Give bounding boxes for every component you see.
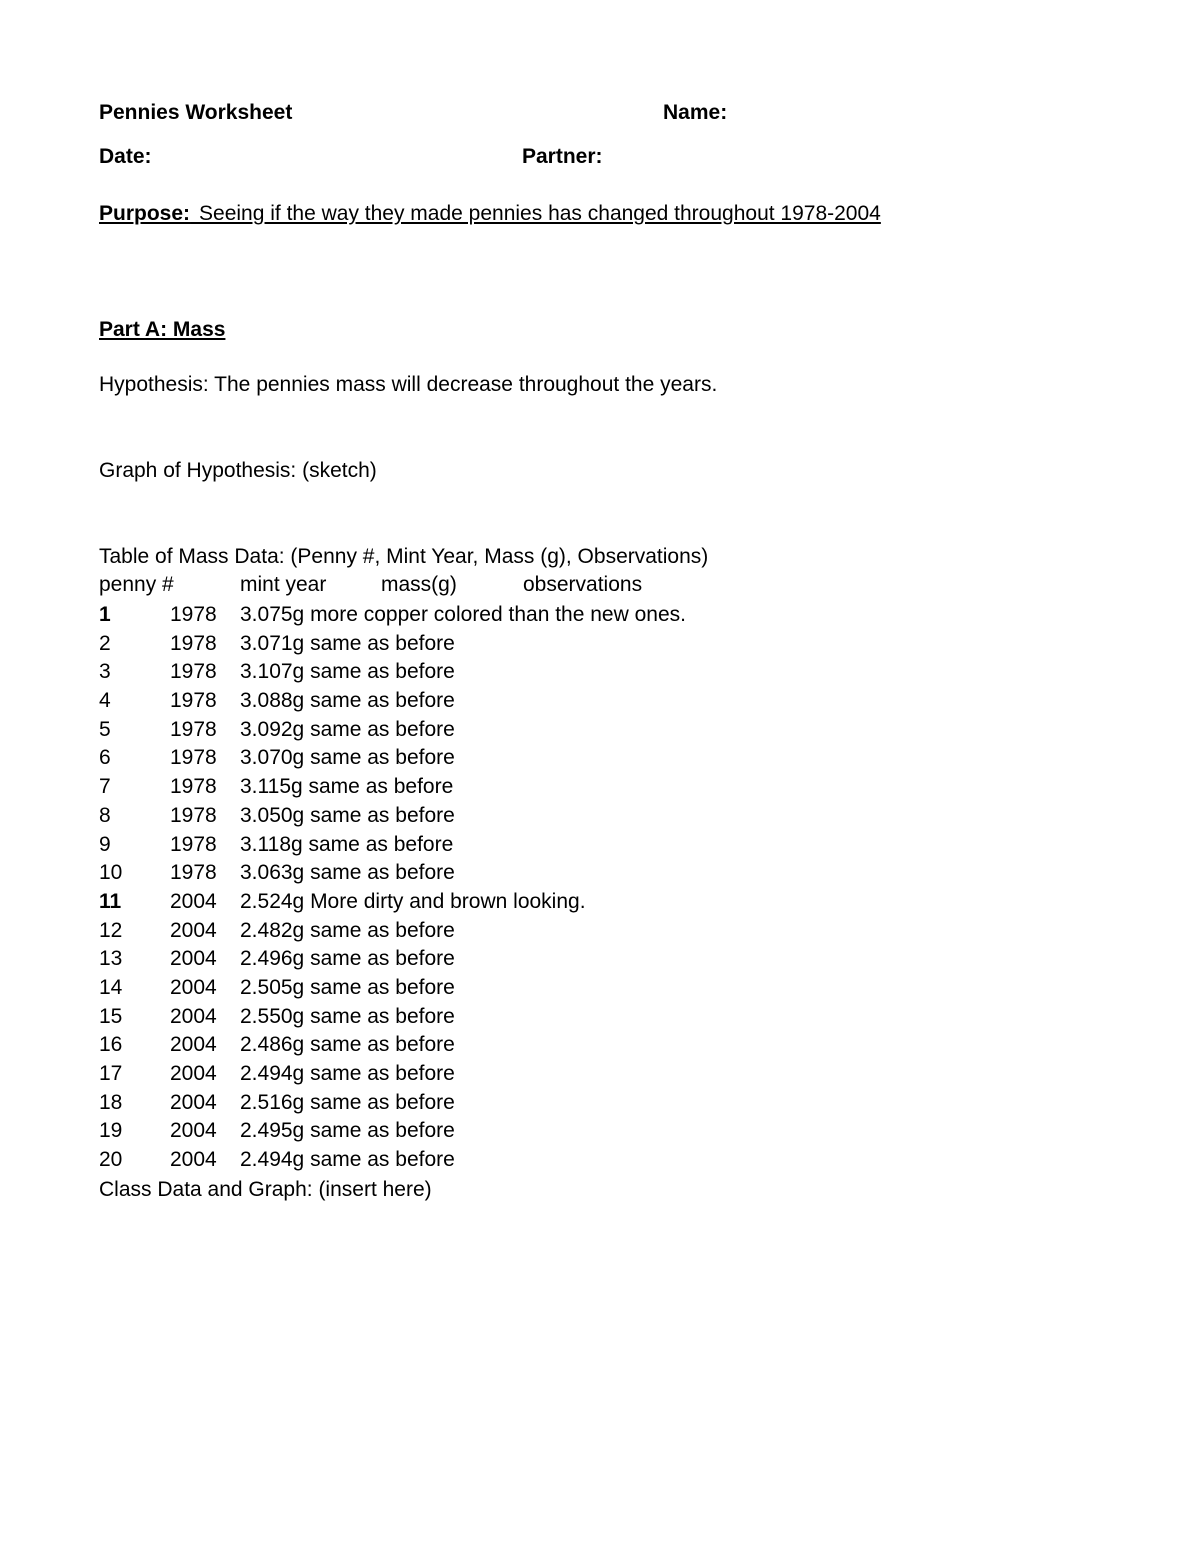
class-data-prompt: Class Data and Graph: (insert here)	[99, 1178, 432, 1201]
table-row	[99, 803, 899, 832]
mint-year: 2004	[170, 1062, 217, 1085]
mint-year: 2004	[170, 1119, 217, 1143]
penny-number: 2	[99, 631, 111, 655]
mint-year: 2004	[170, 889, 217, 913]
mass-observation: 3.071g same as before	[240, 631, 455, 655]
mass-observation: 3.107g same as before	[240, 660, 455, 684]
mass-observation: 3.092g same as before	[240, 717, 455, 741]
mass-observation: 3.118g same as before	[240, 832, 454, 856]
penny-number: 9	[99, 832, 111, 856]
table-row	[99, 602, 899, 631]
penny-number: 17	[99, 1062, 123, 1085]
table-row	[99, 889, 899, 918]
table-row	[99, 1090, 899, 1119]
table-row	[99, 946, 899, 975]
mint-year: 2004	[170, 947, 217, 971]
part-a-heading: Part A: Mass	[99, 318, 226, 341]
penny-number: 6	[99, 746, 111, 770]
mass-table-title: Table of Mass Data: (Penny #, Mint Year, Mass (g), Observations)	[99, 545, 709, 568]
table-row	[99, 1147, 899, 1176]
table-row	[99, 688, 899, 717]
column-mass: mass(g)	[381, 573, 457, 596]
graph-of-hypothesis-prompt: Graph of Hypothesis: (sketch)	[99, 459, 377, 482]
mass-observation: 2.505g same as before	[240, 975, 455, 999]
date-label: Date:	[99, 145, 152, 168]
purpose-label: Purpose:	[99, 202, 191, 225]
purpose-line	[99, 201, 881, 227]
worksheet-title: Pennies Worksheet	[99, 101, 293, 124]
mint-year: 2004	[170, 1004, 217, 1028]
table-row	[99, 975, 899, 1004]
table-row	[99, 1061, 899, 1090]
mass-observation: 3.070g same as before	[240, 746, 455, 770]
mint-year: 1978	[170, 803, 217, 827]
column-penny-number: penny #	[99, 573, 174, 596]
mass-observation: 2.486g same as before	[240, 1033, 455, 1057]
table-row	[99, 860, 899, 889]
mint-year: 1978	[170, 832, 217, 856]
penny-number: 14	[99, 975, 123, 999]
table-row	[99, 1004, 899, 1033]
penny-number: 7	[99, 775, 111, 799]
mint-year: 2004	[170, 918, 217, 942]
penny-number: 12	[99, 918, 123, 942]
mass-table-body	[99, 602, 899, 1176]
table-row	[99, 918, 899, 947]
table-row	[99, 1118, 899, 1147]
penny-number: 13	[99, 947, 123, 971]
mass-observation: 3.050g same as before	[240, 803, 455, 827]
mint-year: 2004	[170, 975, 217, 999]
mass-observation: 2.496g same as before	[240, 947, 455, 971]
mint-year: 1978	[170, 717, 217, 741]
penny-number: 8	[99, 803, 111, 827]
mass-observation: 2.550g same as before	[240, 1004, 455, 1028]
partner-label: Partner:	[522, 145, 603, 168]
mass-observation: 3.063g same as before	[240, 861, 455, 885]
penny-number: 1	[99, 603, 111, 626]
purpose-gap	[190, 201, 199, 227]
penny-number: 11	[99, 889, 122, 913]
mint-year: 1978	[170, 861, 217, 885]
penny-number: 5	[99, 717, 111, 741]
purpose-text: Seeing if the way they made pennies has changed throughout 1978-2004	[199, 202, 881, 225]
mint-year: 2004	[170, 1090, 217, 1114]
mass-observation: 2.494g same as before	[240, 1148, 455, 1172]
penny-number: 15	[99, 1004, 123, 1028]
hypothesis-text: Hypothesis: The pennies mass will decrease throughout the years.	[99, 373, 718, 396]
table-row	[99, 832, 899, 861]
penny-number: 20	[99, 1148, 123, 1172]
mint-year: 1978	[170, 689, 217, 713]
mint-year: 1978	[170, 660, 217, 684]
mass-observation: 2.495g same as before	[240, 1119, 455, 1143]
penny-number: 10	[99, 861, 123, 885]
name-label: Name:	[663, 101, 728, 124]
penny-number: 3	[99, 660, 111, 684]
mass-observation: 2.494g same as before	[240, 1062, 455, 1085]
mint-year: 2004	[170, 1033, 217, 1057]
penny-number: 4	[99, 689, 111, 713]
mint-year: 1978	[170, 775, 217, 799]
table-row	[99, 659, 899, 688]
table-row	[99, 717, 899, 746]
table-row	[99, 774, 899, 803]
penny-number: 19	[99, 1119, 123, 1143]
mass-observation: 2.482g same as before	[240, 918, 455, 942]
mint-year: 1978	[170, 746, 217, 770]
mass-observation: 2.524g More dirty and brown looking.	[240, 889, 586, 913]
table-row	[99, 1032, 899, 1061]
penny-number: 18	[99, 1090, 123, 1114]
penny-number: 16	[99, 1033, 123, 1057]
mass-observation: 3.115g same as before	[240, 775, 454, 799]
mass-observation: 3.075g more copper colored than the new ones.	[240, 603, 686, 626]
mint-year: 2004	[170, 1148, 217, 1172]
mass-observation: 2.516g same as before	[240, 1090, 455, 1114]
column-observations: observations	[523, 573, 643, 596]
column-mint-year: mint year	[240, 573, 327, 596]
mass-table-header	[99, 572, 799, 598]
mint-year: 1978	[170, 631, 217, 655]
mint-year: 1978	[170, 603, 217, 626]
table-row	[99, 631, 899, 660]
mass-observation: 3.088g same as before	[240, 689, 455, 713]
table-row	[99, 745, 899, 774]
